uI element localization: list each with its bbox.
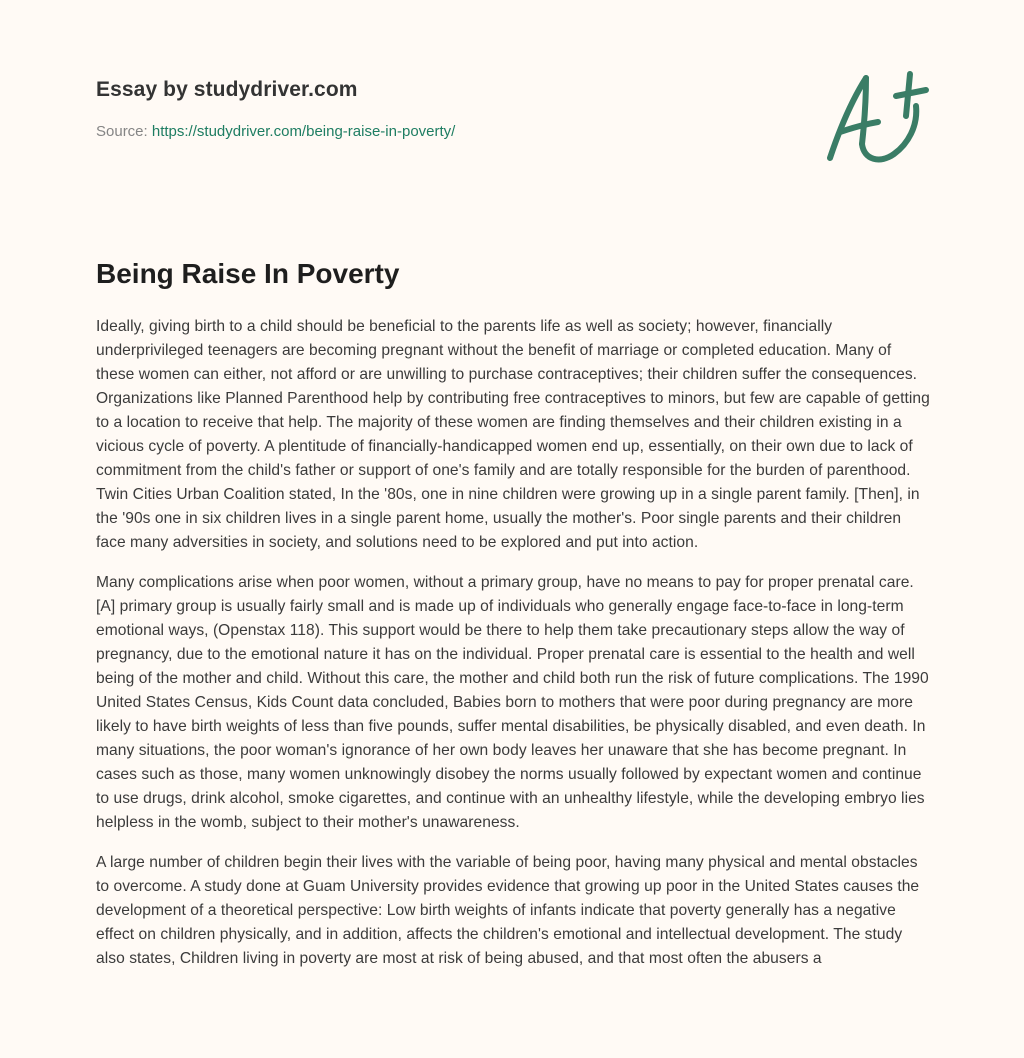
essay-title: Being Raise In Poverty bbox=[96, 258, 400, 289]
essay-body bbox=[96, 315, 930, 987]
essay-paragraph-1: Ideally, giving birth to a child should be beneficial to the parents life as well as society; however, financially underprivileged teenagers are becoming pregnant without the benefit of marriage or completed education. Many of these women can either, not afford or are unwilling to purchase contraceptives; their children suffer the consequences. Organizations like Planned Parenthood help by contributing free contraceptives to minors, but few are capable of getting to a location to receive that help. The majority of these women are finding themselves and their children existing in a vicious cycle of poverty. A plentitude of financially-handicapped women end up, essentially, on their own due to lack of commitment from the child's father or support of one's family and are totally responsible for the burden of parenthood. Twin Cities Urban Coalition stated, In the '80s, one in nine children were growing up in a single parent family. [Then], in the '90s one in six children lives in a single parent home, usually the mother's. Poor single parents and their children face many adversities in society, and solutions need to be explored and put into action. bbox=[96, 318, 930, 551]
a-plus-grade-icon bbox=[822, 66, 932, 166]
page-header bbox=[96, 74, 928, 142]
source-label: Source: bbox=[96, 123, 148, 140]
essay-paragraph-3: A large number of children begin their lives with the variable of being poor, having many physical and mental obstacles to overcome. A study done at Guam University provides evidence that growing up poor in the United States causes the development of a theoretical perspective: Low birth weights of infants indicate that poverty generally has a negative effect on children physically, and in addition, affects the children's emotional and intellectual development. The study also states, Children living in poverty are most at risk of being abused, and that most often the abusers a bbox=[96, 854, 920, 967]
essay-paragraph-2: Many complications arise when poor women, without a primary group, have no means to pay for proper prenatal care. [A] primary group is usually fairly small and is made up of individuals who generally engage face-to-face in long-term emotional ways, (Openstax 118). This support would be there to help them take precautionary steps allow the way of pregnancy, due to the emotional nature it has on the individual. Proper prenatal care is essential to the health and well being of the mother and child. Without this care, the mother and child both run the risk of future complications. The 1990 United States Census, Kids Count data concluded, Babies born to mothers that were poor during pregnancy are more likely to have birth weights of less than five pounds, suffer mental disabilities, be physically disabled, and even death. In many situations, the poor woman's ignorance of her own body leaves her unaware that she has become pregnant. In cases such as those, many women unknowingly disobey the norms usually followed by expectant women and continue to use drugs, drink alcohol, smoke cigarettes, and continue with an unhealthy lifestyle, while the developing embryo lies helpless in the womb, subject to their mother's unawareness. bbox=[96, 574, 929, 831]
source-line bbox=[96, 122, 928, 142]
source-link[interactable]: https://studydriver.com/being-raise-in-poverty/ bbox=[151, 123, 456, 140]
site-title: Essay by studydriver.com bbox=[96, 78, 358, 101]
